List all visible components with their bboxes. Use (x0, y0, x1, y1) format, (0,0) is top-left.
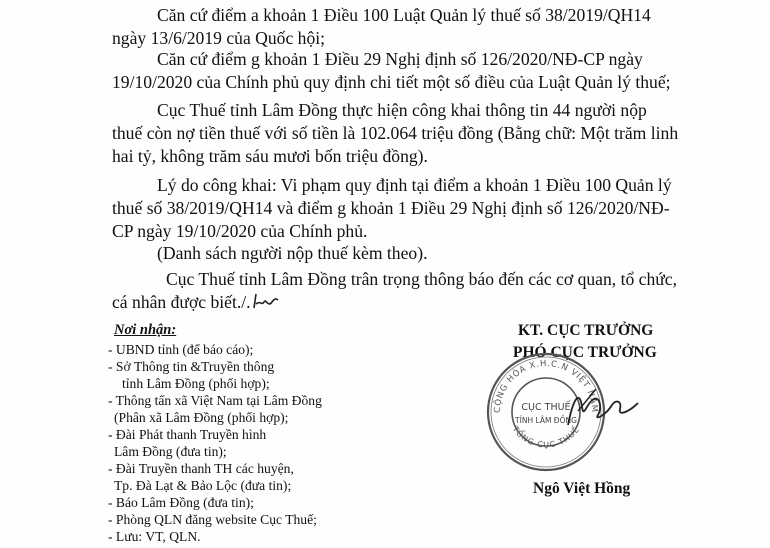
recipient-item: - Báo Lâm Đồng (đưa tin); (108, 495, 254, 510)
signature-subtitle: PHÓ CỤC TRƯỞNG (513, 344, 657, 361)
paragraph-line: CP ngày 19/10/2020 của Chính phủ. (112, 221, 368, 241)
recipient-item: Tp. Đà Lạt & Bảo Lộc (đưa tin); (114, 478, 292, 493)
recipients-title: Nơi nhận: (114, 322, 177, 338)
paragraph-line: Căn cứ điểm a khoản 1 Điều 100 Luật Quản lý thuế số 38/2019/QH14 (157, 5, 651, 25)
paragraph-line: hai tỷ, không trăm sáu mươi bốn triệu đồng). (112, 146, 428, 166)
paragraph-line: Cục Thuế tỉnh Lâm Đồng trân trọng thông báo đến các cơ quan, tổ chức, (166, 269, 678, 289)
recipient-item: tỉnh Lâm Đồng (phối hợp); (122, 376, 270, 391)
handwritten-signature-icon (560, 385, 640, 430)
recipient-item: - Sở Thông tin &Truyền thông (108, 359, 275, 374)
stamp-center-text-1: CỤC THUẾ (521, 402, 571, 413)
recipient-item: - Đài Phát thanh Truyền hình (108, 427, 267, 442)
paragraph-line: 19/10/2020 của Chính phủ quy định chi tiết một số điều của Luật Quản lý thuế; (112, 72, 671, 92)
paragraph-line: ngày 13/6/2019 của Quốc hội; (112, 28, 326, 48)
paragraph-line: cá nhân được biết./. (112, 292, 251, 312)
paragraph-line: (Danh sách người nộp thuế kèm theo). (157, 243, 428, 263)
recipient-item: (Phân xã Lâm Đồng (phối hợp); (114, 410, 289, 425)
stamp-center-text-2: TỈNH LÂM ĐỒNG (515, 416, 577, 425)
paragraph-line: thuế số 38/2019/QH14 và điểm g khoản 1 Điều 29 Nghị định số 126/2020/NĐ- (112, 198, 670, 218)
initial-signature-icon (250, 290, 280, 312)
recipient-item: - Phòng QLN đăng website Cục Thuế; (108, 512, 317, 527)
paragraph-line: Căn cứ điểm g khoản 1 Điều 29 Nghị định số 126/2020/NĐ-CP ngày (157, 49, 643, 69)
recipient-item: - Thông tấn xã Việt Nam tại Lâm Đồng (108, 393, 322, 408)
signer-name: Ngô Việt Hồng (533, 480, 631, 497)
recipient-item: Lâm Đồng (đưa tin); (114, 444, 227, 459)
signature-title: KT. CỤC TRƯỞNG (518, 322, 654, 339)
recipient-item: - UBND tỉnh (để báo cáo); (108, 342, 254, 357)
paragraph-line: Cục Thuế tỉnh Lâm Đồng thực hiện công khai thông tin 44 người nộp (157, 100, 647, 120)
paragraph-line: thuế còn nợ tiền thuế với số tiền là 102.064 triệu đồng (Bằng chữ: Một trăm linh (112, 123, 679, 143)
paragraph-line: Lý do công khai: Vi phạm quy định tại điểm a khoản 1 Điều 100 Quản lý (157, 175, 672, 195)
recipient-item: - Đài Truyền thanh TH các huyện, (108, 461, 294, 476)
stamp-outer-text: CỘNG HÒA X.H.C.N VIỆT NAM (492, 358, 600, 414)
recipient-item: - Lưu: VT, QLN. (108, 529, 201, 544)
stamp-bottom-text: TỔNG CỤC THUẾ (510, 424, 582, 450)
